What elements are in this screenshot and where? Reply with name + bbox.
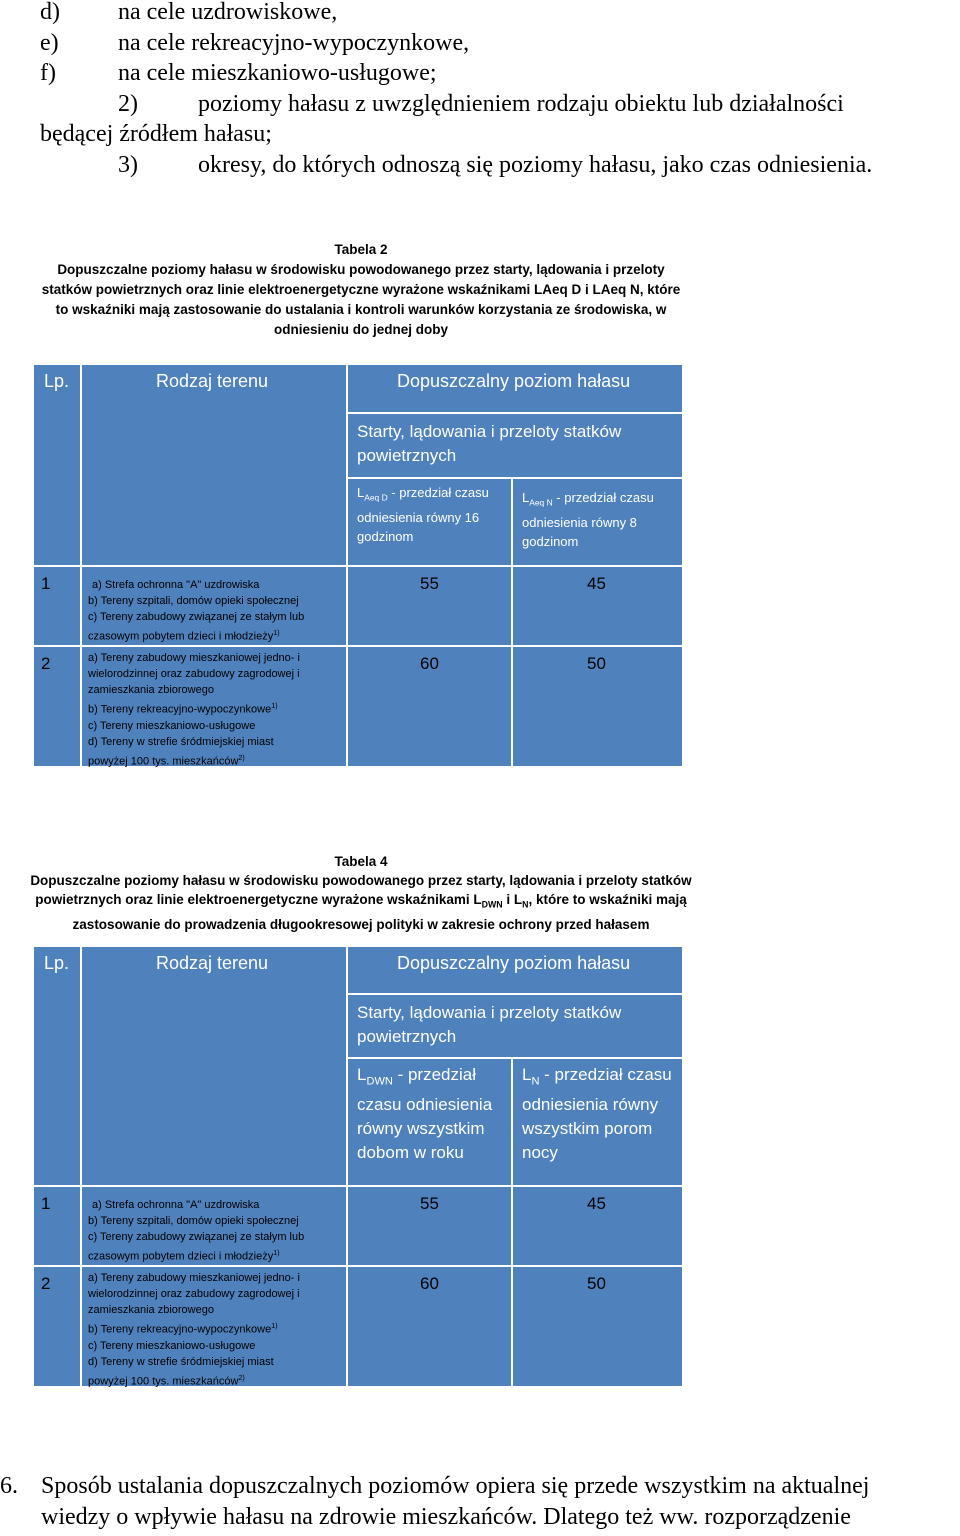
- list-item-d: [40, 0, 338, 27]
- footnote-marker: 1): [273, 629, 280, 637]
- column-header-level: Dopuszczalny poziom hałasu: [397, 953, 631, 973]
- row-line: wielorodzinnej oraz zabudowy zagrodowej i: [88, 668, 300, 680]
- row-line: c) Tereny zabudowy związanej ze stałym lub: [88, 1231, 305, 1243]
- table4-caption: [0, 852, 722, 934]
- row-line: wielorodzinnej oraz zabudowy zagrodowej i: [88, 1288, 300, 1300]
- row-line: b) Tereny rekreacyjno-wypoczynkowe: [88, 1323, 272, 1336]
- table-row-1-d: [348, 567, 511, 645]
- caption-line: odniesieniu do jednej doby: [273, 322, 448, 337]
- value-night: 50: [587, 1274, 606, 1293]
- caption-line: Dopuszczalne poziomy hałasu w środowisku powodowanego przez starty, lądowania i przeloty statków: [30, 873, 692, 888]
- caption-line: Dopuszczalne poziomy hałasu w środowisku powodowanego przez starty, lądowania i przeloty: [57, 262, 665, 277]
- table-cell-indicator-n: [513, 479, 682, 565]
- sub-header: Starty, lądowania i przeloty statków powietrznych: [357, 422, 622, 465]
- row-line: zamieszkania zbiorowego: [88, 1304, 214, 1316]
- point-2: [118, 89, 844, 119]
- footer-paragraph: [0, 1471, 870, 1502]
- table-cell-subheader: [348, 995, 682, 1057]
- value-day: 60: [420, 1274, 439, 1293]
- table-label: Tabela 4: [334, 854, 388, 869]
- row-line: b) Tereny szpitali, domów opieki społecznej: [88, 595, 299, 607]
- paragraph-line: Sposób ustalania dopuszczalnych poziomów opiera się przede wszystkim na aktualnej: [41, 1473, 870, 1499]
- indicator-symbol: L: [522, 1065, 532, 1084]
- row-line: c) Tereny mieszkaniowo-usługowe: [88, 1339, 256, 1352]
- caption-fragment: , które to wskaźniki mają: [528, 892, 687, 907]
- table-row-1-lp: [34, 567, 80, 645]
- table-label: Tabela 2: [334, 242, 388, 257]
- table-row-2-type: [82, 647, 346, 766]
- table-cell-type-header: [82, 947, 346, 1185]
- indicator-subscript: N: [531, 1075, 540, 1088]
- caption-line: [0, 890, 722, 915]
- indicator-symbol: L: [357, 1065, 367, 1084]
- table-row-1-type: [82, 1187, 346, 1265]
- footnote-marker: 2): [238, 753, 245, 762]
- row-line: a) Strefa ochronna "A" uzdrowiska: [92, 579, 260, 591]
- row-line: a) Tereny zabudowy mieszkaniowej jedno- i: [88, 652, 300, 664]
- indicator-text: - przedział czasu odniesienia równy 8 godzinom: [522, 490, 654, 549]
- row-line: powyżej 100 tys. mieszkańców: [88, 1375, 239, 1388]
- table-cell-type-header: [82, 365, 346, 565]
- table-row-1-n: [513, 1187, 682, 1265]
- footnote-marker: 1): [273, 1249, 280, 1257]
- value-day: 55: [420, 574, 439, 593]
- value-night: 50: [587, 654, 606, 673]
- row-line: b) Tereny szpitali, domów opieki społecznej: [88, 1215, 299, 1227]
- caption-subscript: DWN: [481, 899, 503, 910]
- row-line: a) Tereny zabudowy mieszkaniowej jedno- i: [88, 1272, 300, 1284]
- caption-line: statków powietrznych oraz linie elektroenergetyczne wyrażone wskaźnikami LAeq D i LAeq N, które: [41, 282, 681, 297]
- row-number: 1: [41, 574, 51, 593]
- indicator-subscript: DWN: [366, 1075, 393, 1088]
- table-row-2-d: [348, 1267, 511, 1386]
- footnote-marker: 1): [271, 702, 278, 710]
- table-cell-indicator-n: [513, 1059, 682, 1185]
- indicator-subscript: Aeq N: [529, 497, 553, 508]
- table-row-1-lp: [34, 1187, 80, 1265]
- table-cell-subheader: [348, 414, 682, 477]
- indicator-subscript: Aeq D: [364, 492, 388, 503]
- row-line: czasowym pobytem dzieci i młodzieży: [88, 1250, 274, 1263]
- point-2-continuation: będącej źródłem hałasu;: [40, 121, 272, 147]
- row-description: [88, 1270, 346, 1389]
- point-3: [118, 150, 873, 180]
- row-number: 1: [41, 1194, 51, 1213]
- row-line: c) Tereny zabudowy związanej ze stałym lub: [88, 611, 305, 623]
- column-header-type: Rodzaj terenu: [156, 953, 269, 973]
- table-row-1-d: [348, 1187, 511, 1265]
- sub-header: Starty, lądowania i przeloty statków powietrznych: [357, 1003, 622, 1046]
- value-night: 45: [587, 1194, 606, 1213]
- footnote-marker: 2): [238, 1373, 245, 1382]
- table-cell-lp-header: [34, 947, 80, 1185]
- row-line: zamieszkania zbiorowego: [88, 684, 214, 696]
- table-row-1-type: [82, 567, 346, 645]
- table-cell-indicator-d: [348, 479, 511, 565]
- list-marker: e): [40, 30, 59, 56]
- row-number: 2: [41, 654, 51, 673]
- table-row-2-n: [513, 647, 682, 766]
- table-row-2-n: [513, 1267, 682, 1386]
- list-text: na cele rekreacyjno-wypoczynkowe,: [118, 30, 470, 56]
- indicator-text: - przedział czasu odniesienia równy wszystkim dobom w roku: [357, 1065, 493, 1163]
- value-night: 45: [587, 574, 606, 593]
- paragraph-line: wiedzy o wpływie hałasu na zdrowie mieszkańców. Dlatego też ww. rozporządzenie: [41, 1504, 851, 1530]
- list-marker: d): [40, 0, 60, 25]
- point-text: poziomy hałasu z uwzględnieniem rodzaju obiektu lub działalności: [198, 91, 844, 117]
- table2-caption: [0, 240, 722, 340]
- row-line: c) Tereny mieszkaniowo-usługowe: [88, 719, 256, 732]
- table-row-1-n: [513, 567, 682, 645]
- row-description: [88, 1197, 346, 1265]
- caption-line: to wskaźniki mają zastosowanie do ustalania i kontroli warunków korzystania ze środowiska, w: [55, 302, 667, 317]
- indicator-n-label: [522, 1063, 680, 1165]
- point-text: okresy, do których odnoszą się poziomy hałasu, jako czas odniesienia.: [198, 152, 873, 178]
- row-number: 2: [41, 1274, 51, 1293]
- table-row-2-type: [82, 1267, 346, 1386]
- indicator-symbol: L: [357, 485, 365, 500]
- caption-fragment: i L: [502, 892, 523, 907]
- table-row-2-d: [348, 647, 511, 766]
- indicator-text: - przedział czasu odniesienia równy wszystkim porom nocy: [522, 1065, 672, 1163]
- list-text: na cele mieszkaniowo-usługowe;: [118, 60, 437, 86]
- paragraph-number: 6.: [0, 1473, 18, 1499]
- value-day: 55: [420, 1194, 439, 1213]
- table-cell-indicator-d: [348, 1059, 511, 1185]
- list-text: na cele uzdrowiskowe,: [118, 0, 338, 25]
- caption-subscript: N: [522, 899, 529, 910]
- row-line: b) Tereny rekreacyjno-wypoczynkowe: [88, 703, 272, 716]
- value-day: 60: [420, 654, 439, 673]
- row-line: d) Tereny w strefie śródmiejskiej miast: [88, 1355, 274, 1368]
- table-row-2-lp: [34, 1267, 80, 1386]
- row-line: d) Tereny w strefie śródmiejskiej miast: [88, 735, 274, 748]
- column-header-level: Dopuszczalny poziom hałasu: [397, 371, 631, 391]
- indicator-d-label: [357, 483, 509, 546]
- row-line: a) Strefa ochronna "A" uzdrowiska: [92, 1199, 260, 1211]
- row-description: [88, 577, 346, 645]
- row-line: czasowym pobytem dzieci i młodzieży: [88, 630, 274, 643]
- caption-fragment: powietrznych oraz linie elektroenergetyczne wyrażone wskaźnikami L: [35, 892, 482, 907]
- table-cell-lp-header: [34, 365, 80, 565]
- list-item-f: [40, 58, 437, 88]
- point-marker: 2): [118, 91, 138, 117]
- indicator-d-label: [357, 1063, 509, 1165]
- indicator-symbol: L: [522, 490, 530, 505]
- column-header-lp: Lp.: [44, 953, 70, 973]
- row-line: powyżej 100 tys. mieszkańców: [88, 755, 239, 768]
- table-cell-level-header: [348, 947, 682, 993]
- column-header-type: Rodzaj terenu: [156, 371, 269, 391]
- indicator-n-label: [522, 488, 680, 551]
- column-header-lp: Lp.: [44, 371, 70, 391]
- table-row-2-lp: [34, 647, 80, 766]
- table-cell-level-header: [348, 365, 682, 412]
- row-description: [88, 650, 346, 769]
- footnote-marker: 1): [271, 1322, 278, 1330]
- point-marker: 3): [118, 152, 138, 178]
- caption-line: zastosowanie do prowadzenia długookresowej polityki w zakresie ochrony przed hałasem: [72, 916, 650, 932]
- indicator-text: - przedział czasu odniesienia równy 16 godzinom: [357, 485, 489, 544]
- list-marker: f): [40, 60, 56, 86]
- list-item-e: [40, 28, 470, 58]
